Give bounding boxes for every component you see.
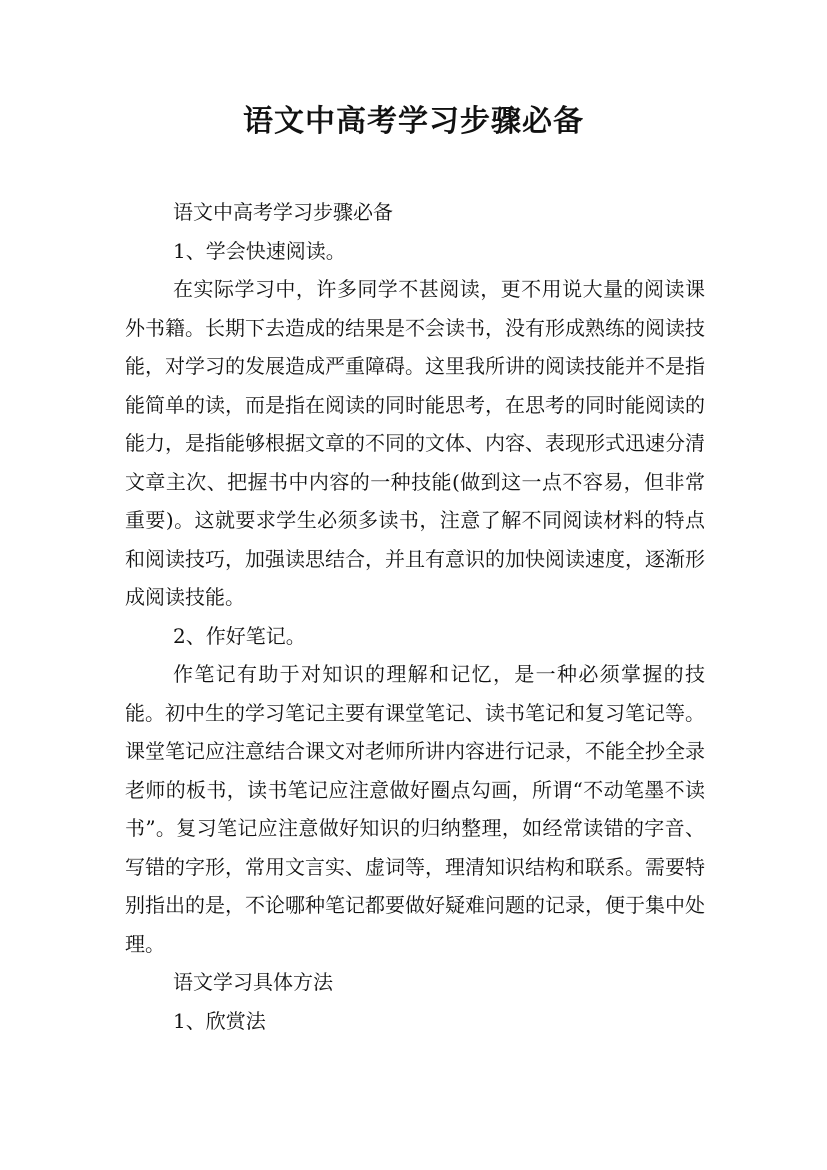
paragraph-fast-reading-body: 在实际学习中，许多同学不甚阅读，更不用说大量的阅读课外书籍。长期下去造成的结果是不会读书，没有形成熟练的阅读技能，对学习的发展造成严重障碍。这里我所讲的阅读技能并不是指能简单的读，而是指在阅读的同时能思考，在思考的同时能阅读的能力，是指能够根据文章的不同的文体、内容、表现形式迅速分清文章主次、把握书中内容的一种技能(做到这一点不容易，但非常重要)。这就要求学生必须多读书，注意了解不同阅读材料的特点和阅读技巧，加强读思结合，并且有意识的加快阅读速度，逐渐形成阅读技能。 xyxy=(125,277,705,609)
paragraph-heading-notes: 2、作好笔记。 xyxy=(173,623,306,648)
document-title: 语文中高考学习步骤必备 xyxy=(243,104,584,139)
paragraph-subtitle: 语文中高考学习步骤必备 xyxy=(173,200,393,224)
document-body xyxy=(125,193,705,1040)
paragraph-notes-body: 作笔记有助于对知识的理解和记忆，是一种必须掌握的技能。初中生的学习笔记主要有课堂笔记、读书笔记和复习笔记等。课堂笔记应注意结合课文对老师所讲内容进行记录，不能全抄全录老师的板书，读书笔记应注意做好圈点勾画，所谓“不动笔墨不读书”。复习笔记应注意做好知识的归纳整理，如经常读错的字音、写错的字形，常用文言实、虚词等，理清知识结构和联系。需要特别指出的是，不论哪种笔记都要做好疑难问题的记录，便于集中处理。 xyxy=(125,662,705,956)
paragraph-heading-methods: 语文学习具体方法 xyxy=(173,970,333,994)
paragraph-heading-fast-reading: 1、学会快速阅读。 xyxy=(173,238,346,263)
paragraph-heading-appreciation: 1、欣赏法 xyxy=(173,1008,266,1033)
